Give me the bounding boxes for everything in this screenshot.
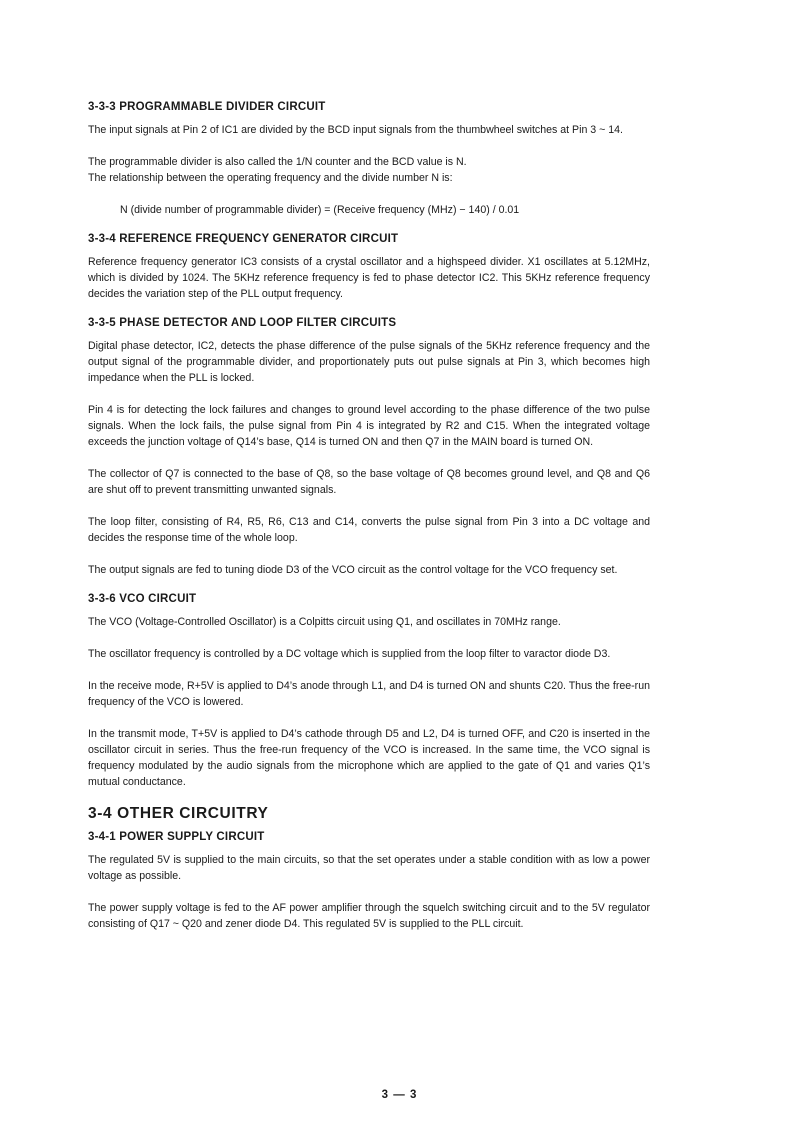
page-number: 3 — 3 [381,1089,418,1101]
heading-other-circuitry: 3-4 OTHER CIRCUITRY [88,805,269,822]
paragraph: The oscillator frequency is controlled by a DC voltage which is supplied from the loop filter to varactor diode D3. [88,648,611,660]
paragraph: Pin 4 is for detecting the lock failures and changes to ground level according to the phase difference of the two pulse signals. When the lock fails, the pulse signal from Pin 4 is integrated by R2 and C15. When the integrated voltage exceeds the junction voltage of Q14’s base, Q14 is turned ON and then Q7 in the MAIN board is turned ON. [88,404,650,448]
document-page [88,100,650,932]
paragraph: The regulated 5V is supplied to the main circuits, so that the set operates under a stable condition with as low a power voltage as possible. [88,854,650,882]
paragraph: The input signals at Pin 2 of IC1 are divided by the BCD input signals from the thumbwheel switches at Pin 3 ~ 14. [88,124,623,136]
paragraph: The output signals are fed to tuning diode D3 of the VCO circuit as the control voltage for the VCO frequency set. [88,564,618,576]
heading-phase-detector: 3-3-5 PHASE DETECTOR AND LOOP FILTER CIRCUITS [88,317,397,329]
paragraph: In the transmit mode, T+5V is applied to D4’s cathode through D5 and L2, D4 is turned OFF, and C20 is inserted in the oscillator circuit in series. Thus the free-run frequency of the VCO is increased. In the same time, the VCO signal is frequency modulated by the audio signals from the microphone which are applied to the gate of Q1 and varies Q1’s mutual conductance. [88,728,650,788]
paragraph: The programmable divider is also called the 1/N counter and the BCD value is N. [88,156,467,168]
paragraph: In the receive mode, R+5V is applied to D4’s anode through L1, and D4 is turned ON and shunts C20. Thus the free-run frequency of the VCO is lowered. [88,680,650,708]
paragraph: The loop filter, consisting of R4, R5, R6, C13 and C14, converts the pulse signal from Pin 3 into a DC voltage and decides the response time of the whole loop. [88,516,650,544]
paragraph: The VCO (Voltage-Controlled Oscillator) is a Colpitts circuit using Q1, and oscillates in 70MHz range. [88,616,561,628]
heading-reference-frequency: 3-3-4 REFERENCE FREQUENCY GENERATOR CIRCUIT [88,233,399,245]
formula: N (divide number of programmable divider) = (Receive frequency (MHz) − 140) / 0.01 [120,204,520,216]
paragraph: The relationship between the operating frequency and the divide number N is: [88,172,453,184]
paragraph: The power supply voltage is fed to the AF power amplifier through the squelch switching circuit and to the 5V regulator consisting of Q17 ~ Q20 and zener diode D4. This regulated 5V is supplied to the PLL circuit. [88,902,650,930]
heading-power-supply: 3-4-1 POWER SUPPLY CIRCUIT [88,831,265,843]
heading-programmable-divider: 3-3-3 PROGRAMMABLE DIVIDER CIRCUIT [88,101,326,113]
paragraph: Reference frequency generator IC3 consists of a crystal oscillator and a highspeed divider. X1 oscillates at 5.12MHz, which is divided by 1024. The 5KHz reference frequency is fed to phase detector IC2. This 5KHz reference frequency decides the variation step of the PLL output frequency. [88,256,650,300]
paragraph: The collector of Q7 is connected to the base of Q8, so the base voltage of Q8 becomes ground level, and Q8 and Q6 are shut off to prevent transmitting unwanted signals. [88,468,650,496]
paragraph: Digital phase detector, IC2, detects the phase difference of the pulse signals of the 5KHz reference frequency and the output signal of the programmable divider, and proportionately puts out pulse signals at Pin 3, which becomes high impedance when the PLL is locked. [88,340,650,384]
heading-vco-circuit: 3-3-6 VCO CIRCUIT [88,593,197,605]
